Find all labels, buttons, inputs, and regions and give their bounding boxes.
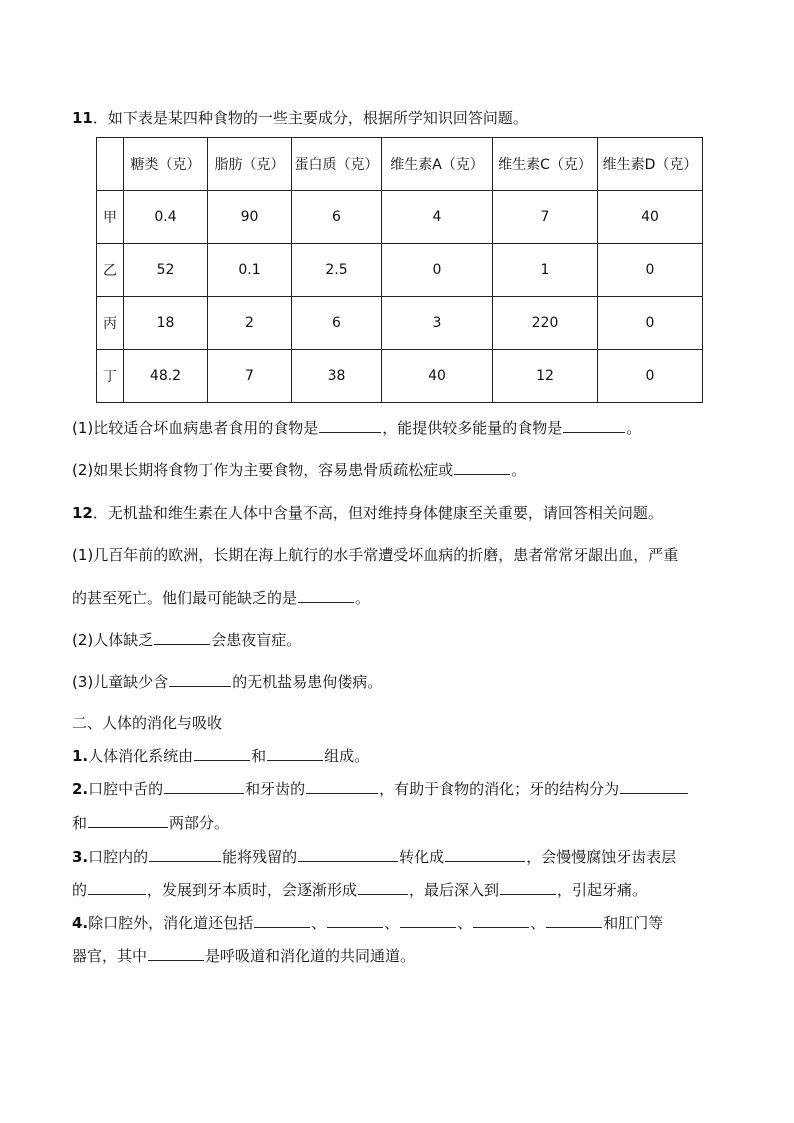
answer-blank[interactable] [454,460,510,475]
item-number: 4. [72,914,89,932]
table-cell: 0.4 [124,191,208,244]
answer-blank[interactable] [445,847,525,862]
answer-blank[interactable] [400,913,456,928]
item-separator: 、 [311,914,327,932]
table-row [97,244,703,297]
table-cell: 2.5 [292,244,382,297]
item-text: ，最后深入到 [409,881,500,899]
answer-blank[interactable] [148,946,204,961]
q11-stem-text: ．如下表是某四种食物的一些主要成分，根据所学知识回答问题。 [92,109,528,127]
food-composition-table [96,137,703,403]
q12-stem [72,503,663,523]
q12-stem-text: ．无机盐和维生素在人体中含量不高，但对维持身体健康至关重要，请回答相关问题。 [92,504,663,522]
answer-blank[interactable] [254,913,310,928]
item-text: 器官，其中 [72,947,148,965]
q11-sub2 [72,460,526,480]
header-cell: 蛋白质（克） [292,138,382,191]
item-text: ，发展到牙本质时，会逐渐形成 [147,881,358,899]
answer-blank[interactable] [169,672,231,687]
table-cell: 7 [493,191,598,244]
table-cell: 18 [124,297,208,350]
table-cell: 38 [292,350,382,403]
answer-blank[interactable] [500,880,556,895]
table-cell: 2 [208,297,292,350]
table-row [97,350,703,403]
table-cell: 0 [598,350,703,403]
answer-blank[interactable] [306,779,378,794]
table-header-row [97,138,703,191]
q12-sub3-text-b: 的无机盐易患佝偻病。 [232,673,383,691]
item-4-line1 [72,913,663,933]
table-row [97,297,703,350]
answer-blank[interactable] [154,630,210,645]
item-3-line1 [72,847,676,867]
table-cell: 3 [382,297,493,350]
q11-sub2-text-b: 。 [511,461,527,479]
q12-number: 12 [72,504,93,522]
q12-sub1-line2 [72,588,370,608]
table-cell: 7 [208,350,292,403]
item-2-line1 [72,779,689,799]
table-cell: 0 [382,244,493,297]
answer-blank[interactable] [88,880,146,895]
table-cell: 丙 [97,297,124,350]
q12-sub1-text-b: 。 [355,589,371,607]
item-text: 是呼吸道和消化道的共同通道。 [205,947,416,965]
item-1 [72,746,369,766]
answer-blank[interactable] [164,779,244,794]
answer-blank[interactable] [358,880,408,895]
item-number: 3. [72,848,89,866]
q11-sub1 [72,418,641,438]
table-cell: 0.1 [208,244,292,297]
table-cell: 甲 [97,191,124,244]
item-separator: 、 [530,914,546,932]
table-cell: 6 [292,297,382,350]
header-cell: 维生素D（克） [598,138,703,191]
item-text: ，引起牙痛。 [557,881,648,899]
q11-sub2-text-a: (2)如果长期将食物丁作为主要食物，容易患骨质疏松症或 [72,461,454,479]
item-4-line2 [72,946,415,966]
header-cell [97,138,124,191]
item-text: 的 [72,881,88,899]
item-number: 2. [72,780,89,798]
q11-sub1-text-a: (1)比较适合坏血病患者食用的食物是 [72,419,319,437]
q12-sub3-text-a: (3)儿童缺少含 [72,673,169,691]
q12-sub3 [72,672,382,692]
item-2-line2 [72,813,229,833]
answer-blank[interactable] [473,913,529,928]
item-text: 除口腔外，消化道还包括 [88,914,254,932]
table-cell: 0 [598,244,703,297]
q11-sub1-text-b: ，能提供较多能量的食物是 [382,419,563,437]
answer-blank[interactable] [267,746,323,761]
q11-stem [72,108,528,128]
item-text: 口腔中舌的 [88,780,164,798]
table-cell: 6 [292,191,382,244]
item-text: ，有助于食物的消化；牙的结构分为 [379,780,620,798]
q12-sub2-text-b: 会患夜盲症。 [211,631,302,649]
answer-blank[interactable] [546,913,602,928]
table-cell: 丁 [97,350,124,403]
table-cell: 52 [124,244,208,297]
item-text: 和 [251,747,267,765]
answer-blank[interactable] [194,746,250,761]
item-number: 1. [72,747,89,765]
answer-blank[interactable] [319,418,381,433]
table-cell: 1 [493,244,598,297]
header-cell: 糖类（克） [124,138,208,191]
table-cell: 12 [493,350,598,403]
header-cell: 维生素A（克） [382,138,493,191]
header-cell: 脂肪（克） [208,138,292,191]
section-title: 二、人体的消化与吸收 [72,714,223,732]
item-text: 和肛门等 [603,914,664,932]
item-text: 能将残留的 [222,848,298,866]
table-cell: 乙 [97,244,124,297]
table-cell: 4 [382,191,493,244]
item-separator: 、 [384,914,400,932]
q12-sub2 [72,630,301,650]
answer-blank[interactable] [88,813,168,828]
item-text: 口腔内的 [88,848,149,866]
q11-number: 11 [72,109,93,127]
answer-blank[interactable] [149,847,221,862]
answer-blank[interactable] [327,913,383,928]
q12-sub1-line1: (1)几百年前的欧洲，长期在海上航行的水手常遭受坏血病的折磨，患者常常牙龈出血，严重 [72,546,679,564]
table-cell: 40 [598,191,703,244]
item-text: 和 [72,814,88,832]
item-text: 两部分。 [169,814,230,832]
table-cell: 48.2 [124,350,208,403]
item-text: 和牙齿的 [245,780,306,798]
answer-blank[interactable] [563,418,625,433]
answer-blank[interactable] [298,847,398,862]
answer-blank[interactable] [298,588,354,603]
q11-sub1-text-c: 。 [626,419,642,437]
q12-sub1-text-a: 的甚至死亡。他们最可能缺乏的是 [72,589,298,607]
item-text: 人体消化系统由 [88,747,194,765]
q12-sub2-text-a: (2)人体缺乏 [72,631,154,649]
item-3-line2 [72,880,647,900]
item-separator: 、 [457,914,473,932]
table-cell: 220 [493,297,598,350]
table-cell: 40 [382,350,493,403]
table-cell: 90 [208,191,292,244]
item-text: ，会慢慢腐蚀牙齿表层 [526,848,677,866]
answer-blank[interactable] [620,779,688,794]
item-text: 组成。 [324,747,370,765]
item-text: 转化成 [399,848,445,866]
table-row [97,191,703,244]
header-cell: 维生素C（克） [493,138,598,191]
table-cell: 0 [598,297,703,350]
